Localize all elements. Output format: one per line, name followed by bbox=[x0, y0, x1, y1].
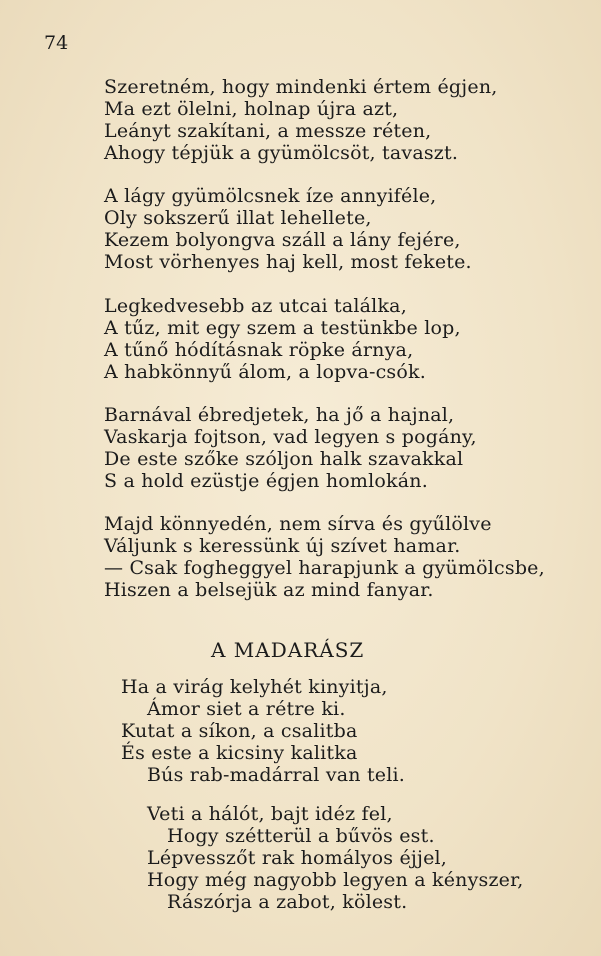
poem-line: Barnával ébredjetek, ha jő a hajnal, bbox=[104, 404, 455, 426]
poem-line: Hiszen a belsejük az mind fanyar. bbox=[104, 579, 434, 601]
poem-line: Bús rab-madárral van teli. bbox=[147, 764, 406, 786]
poem-line: A tűnő hódításnak röpke árnya, bbox=[104, 339, 414, 361]
poem-line: Vaskarja fojtson, vad legyen s pogány, bbox=[104, 426, 477, 448]
poem-line: És este a kicsiny kalitka bbox=[121, 742, 358, 764]
poem-line: A habkönnyű álom, a lopva-csók. bbox=[104, 361, 426, 383]
poem-line: Lépvesszőt rak homályos éjjel, bbox=[147, 847, 448, 869]
poem-line: Legkedvesebb az utcai találka, bbox=[104, 295, 407, 317]
poem-line: A tűz, mit egy szem a testünkbe lop, bbox=[104, 317, 461, 339]
poem-line: Most vörhenyes haj kell, most fekete. bbox=[104, 251, 472, 273]
poem-title: A MADARÁSZ bbox=[211, 638, 365, 662]
poem-line: Kutat a síkon, a csalitba bbox=[121, 720, 358, 742]
poem-line: — Csak fogheggyel harapjunk a gyümölcsbe, bbox=[104, 557, 545, 579]
poem-line: Ha a virág kelyhét kinyitja, bbox=[121, 676, 388, 698]
poem-line: Szeretném, hogy mindenki értem égjen, bbox=[104, 76, 498, 98]
poem-line: Ahogy tépjük a gyümölcsöt, tavaszt. bbox=[104, 142, 459, 164]
poem-line: De este szőke szóljon halk szavakkal bbox=[104, 448, 464, 470]
poem-line: Veti a hálót, bajt idéz fel, bbox=[147, 803, 393, 825]
poem-line: Hogy még nagyobb legyen a kényszer, bbox=[147, 869, 524, 891]
poem-line: Váljunk s keressünk új szívet hamar. bbox=[104, 535, 461, 557]
poem-line: Oly sokszerű illat lehellete, bbox=[104, 207, 372, 229]
poem-line: Rászórja a zabot, kölest. bbox=[167, 891, 408, 913]
poem-line: S a hold ezüstje égjen homlokán. bbox=[104, 470, 428, 492]
poem-line: Ámor siet a rétre ki. bbox=[147, 698, 346, 720]
poem-line: Kezem bolyongva száll a lány fejére, bbox=[104, 229, 461, 251]
page-number: 74 bbox=[44, 32, 69, 54]
poem-line: Ma ezt ölelni, holnap újra azt, bbox=[104, 98, 399, 120]
poem-line: Hogy szétterül a bűvös est. bbox=[167, 825, 435, 847]
poem-line: A lágy gyümölcsnek íze annyiféle, bbox=[104, 185, 437, 207]
poem-line: Majd könnyedén, nem sírva és gyűlölve bbox=[104, 513, 492, 535]
poem-line: Leányt szakítani, a messze réten, bbox=[104, 120, 432, 142]
